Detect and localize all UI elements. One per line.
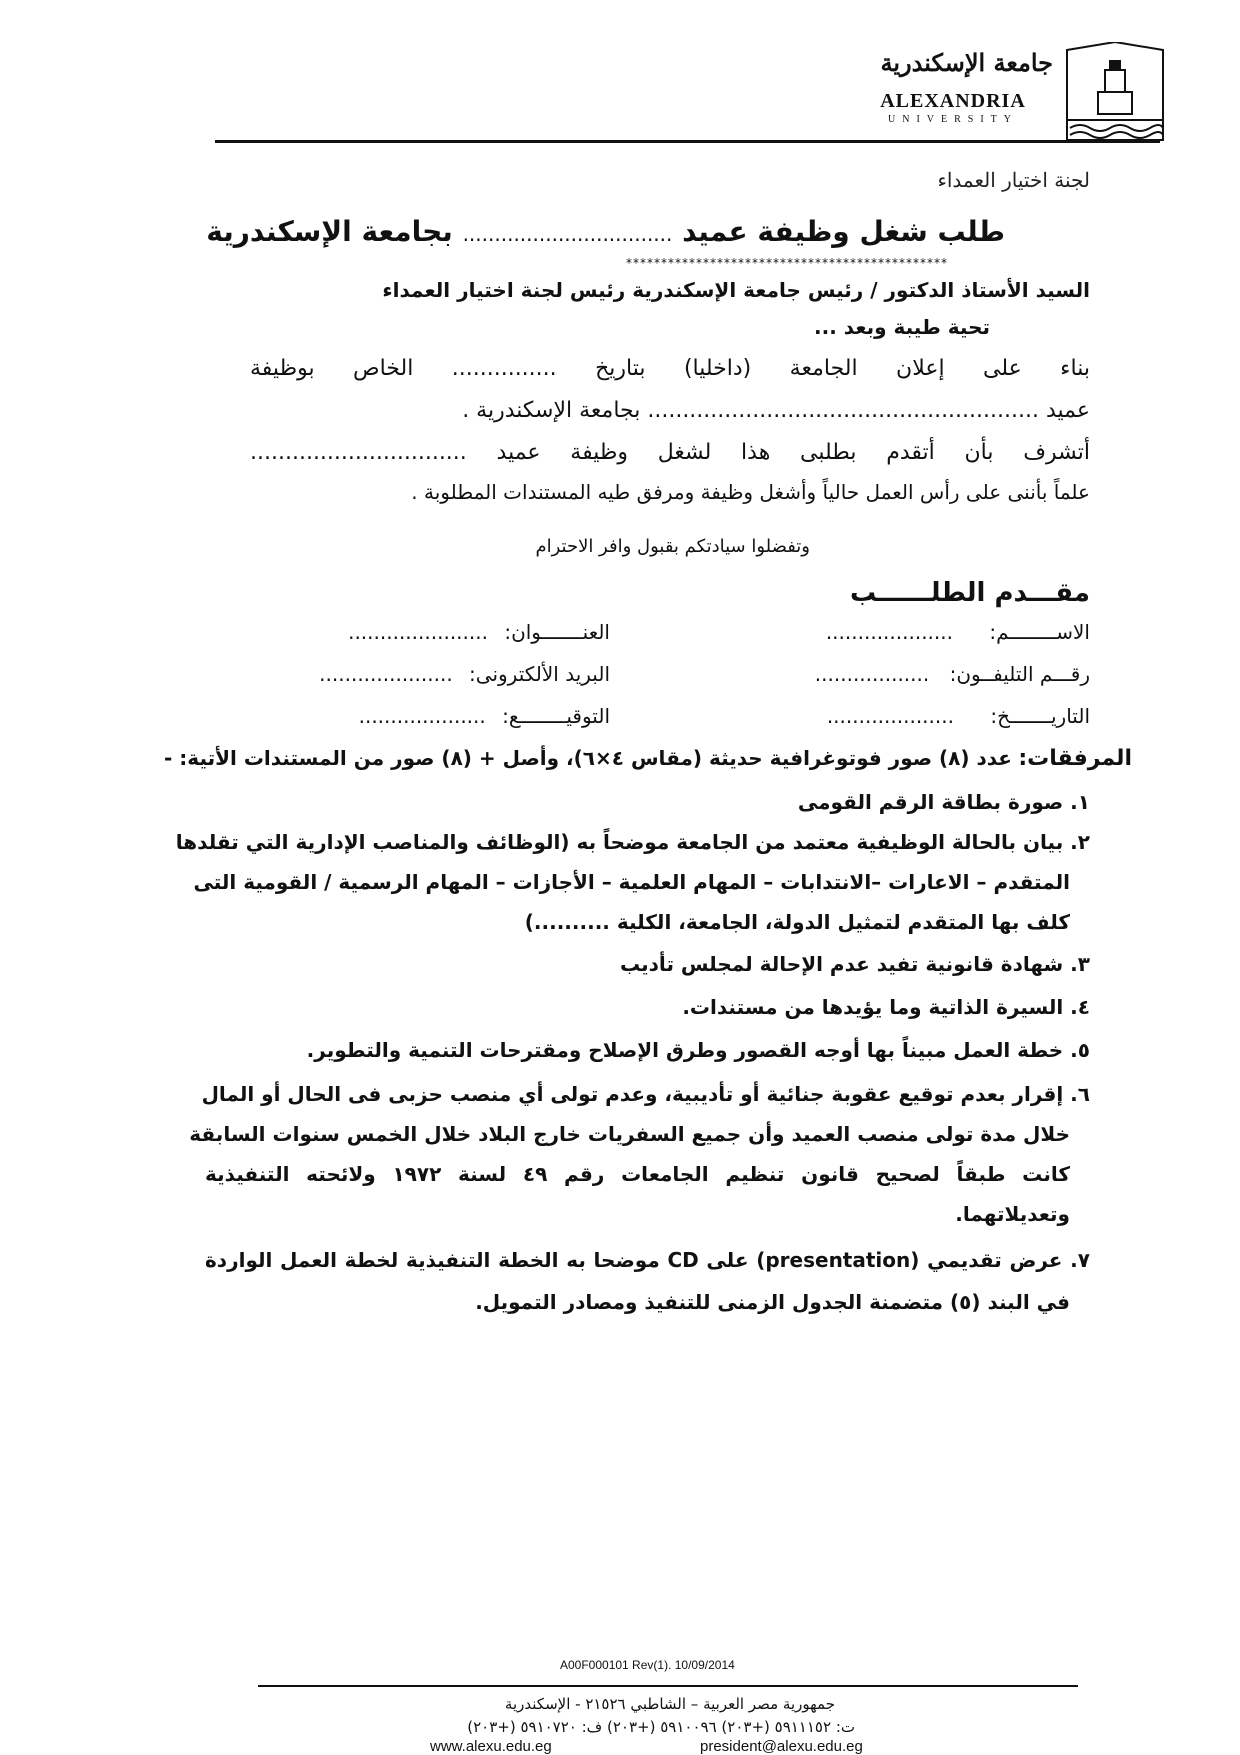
name-dots: .................... xyxy=(825,620,953,644)
attachment-item-1: ١. صورة بطاقة الرقم القومى xyxy=(797,790,1090,814)
phone-label: رقـــم التليفــون: xyxy=(949,662,1090,686)
body-line-4: علماً بأننى على رأس العمل حالياً وأشغل وظيفة ومرفق طيه المستندات المطلوبة . xyxy=(411,480,1090,504)
address-field xyxy=(348,620,610,644)
attachments-intro xyxy=(164,746,1132,771)
attachment-item-5: ٥. خطة العمل مبيناً بها أوجه القصور وطرق الإصلاح ومقترحات التنمية والتطوير. xyxy=(306,1038,1090,1062)
title-dots: ................................. xyxy=(462,222,673,246)
salutation-line-1: السيد الأستاذ الدكتور / رئيس جامعة الإسكندرية رئيس لجنة اختيار العمداء xyxy=(382,278,1090,302)
title-end: بجامعة الإسكندرية xyxy=(206,215,453,248)
address-label: العنـــــــوان: xyxy=(504,620,610,644)
signature-dots: .................... xyxy=(358,704,486,728)
header-divider xyxy=(215,140,1160,143)
date-field xyxy=(827,704,1090,728)
attachment-item-6-line-3: كانت طبقاً لصحيح قانون تنظيم الجامعات رقم ٤٩ لسنة ١٩٧٢ ولائحته التنفيذية xyxy=(205,1162,1070,1186)
name-field xyxy=(826,620,1090,644)
address-dots: ...................... xyxy=(348,620,488,644)
footer-email: president@alexu.edu.eg xyxy=(700,1738,863,1755)
footer-phones: ت: ٥٩١١١٥٢ (+٢٠٣) ٥٩١٠٠٩٦ (+٢٠٣) ف: ٥٩١٠٧٢٠ (+٢٠٣) xyxy=(467,1718,855,1736)
university-logo xyxy=(860,42,1165,142)
phone-dots: .................. xyxy=(814,662,930,686)
lighthouse-emblem-icon xyxy=(1065,42,1165,142)
applicant-heading: مقـــدم الطلــــــب xyxy=(849,578,1090,608)
body-line-3: أتشرف بأن أتقدم بطلبى هذا لشغل وظيفة عميد ............................... xyxy=(250,440,1090,465)
attachment-item-7-line-1: ٧. عرض تقديمي (presentation) على CD موضحا به الخطة التنفيذية لخطة العمل الواردة xyxy=(205,1248,1090,1272)
date-dots: .................... xyxy=(826,704,954,728)
signature-label: التوقيــــــــع: xyxy=(502,704,610,728)
attachment-item-2-line-1: ٢. بيان بالحالة الوظيفية معتمد من الجامعة موضحاً به (الوظائف والمناصب الإدارية التي تقلدها xyxy=(175,830,1090,854)
footer-website: www.alexu.edu.eg xyxy=(430,1738,552,1755)
body-line-2: عميد ........................................................ بجامعة الإسكندرية . xyxy=(462,398,1090,423)
title-main: طلب شغل وظيفة عميد xyxy=(682,215,1005,248)
title-stars: ********************************************** xyxy=(626,256,948,270)
attachment-item-6-line-2: خلال مدة تولى منصب العميد وأن جميع السفريات خارج البلاد خلال الخمس سنوات السابقة xyxy=(189,1122,1070,1146)
form-code: A00F000101 Rev(1). 10/09/2014 xyxy=(560,1658,735,1672)
form-title xyxy=(206,215,1005,248)
attachment-item-4: ٤. السيرة الذاتية وما يؤيدها من مستندات. xyxy=(682,995,1090,1019)
body-line-1: بناء على إعلان الجامعة (داخليا) بتاريخ ............... الخاص بوظيفة xyxy=(250,356,1090,381)
salutation-line-2: تحية طيبة وبعد ... xyxy=(814,315,990,339)
logo-university-text: UNIVERSITY xyxy=(888,114,1018,125)
attachments-intro-text: عدد (٨) صور فوتوغرافية حديثة (مقاس ٤×٦)، وأصل + (٨) صور من المستندات الأتية: - xyxy=(164,746,1012,770)
attachment-item-6-line-1: ٦. إقرار بعدم توقيع عقوبة جنائية أو تأديبية، وعدم تولى أي منصب حزبى فى الحال أو المال xyxy=(201,1082,1090,1106)
closing-line: وتفضلوا سيادتكم بقبول وافر الاحترام xyxy=(535,536,810,557)
name-label: الاســــــــم: xyxy=(989,620,1090,644)
email-field xyxy=(319,662,610,686)
date-label: التاريـــــــخ: xyxy=(990,704,1090,728)
logo-english-text: ALEXANDRIA xyxy=(880,90,1026,112)
footer-divider xyxy=(258,1685,1078,1687)
handwritten-note: لجنة اختيار العمداء xyxy=(937,168,1090,192)
email-label: البريد الألكترونى: xyxy=(469,662,610,686)
attachment-item-3: ٣. شهادة قانونية تفيد عدم الإحالة لمجلس تأديب xyxy=(619,952,1090,976)
email-dots: ..................... xyxy=(319,662,453,686)
attachment-item-2-line-2: المتقدم – الاعارات –الانتدابات – المهام العلمية – الأجازات – المهام الرسمية / القومية التى xyxy=(193,870,1070,894)
attachment-item-6-line-4: وتعديلاتهما. xyxy=(955,1202,1070,1226)
attachment-item-7-line-2: في البند (٥) متضمنة الجدول الزمنى للتنفيذ ومصادر التمويل. xyxy=(475,1290,1070,1314)
signature-field xyxy=(359,704,610,728)
attachments-label: المرفقات: xyxy=(1018,746,1132,771)
attachment-item-2-line-3: كلف بها المتقدم لتمثيل الدولة، الجامعة، الكلية ..........) xyxy=(524,910,1070,934)
phone-field xyxy=(815,662,1090,686)
logo-arabic-text: جامعة الإسكندرية xyxy=(880,48,1053,77)
footer-address: جمهورية مصر العربية – الشاطبي ٢١٥٢٦ - الإسكندرية xyxy=(504,1695,835,1713)
